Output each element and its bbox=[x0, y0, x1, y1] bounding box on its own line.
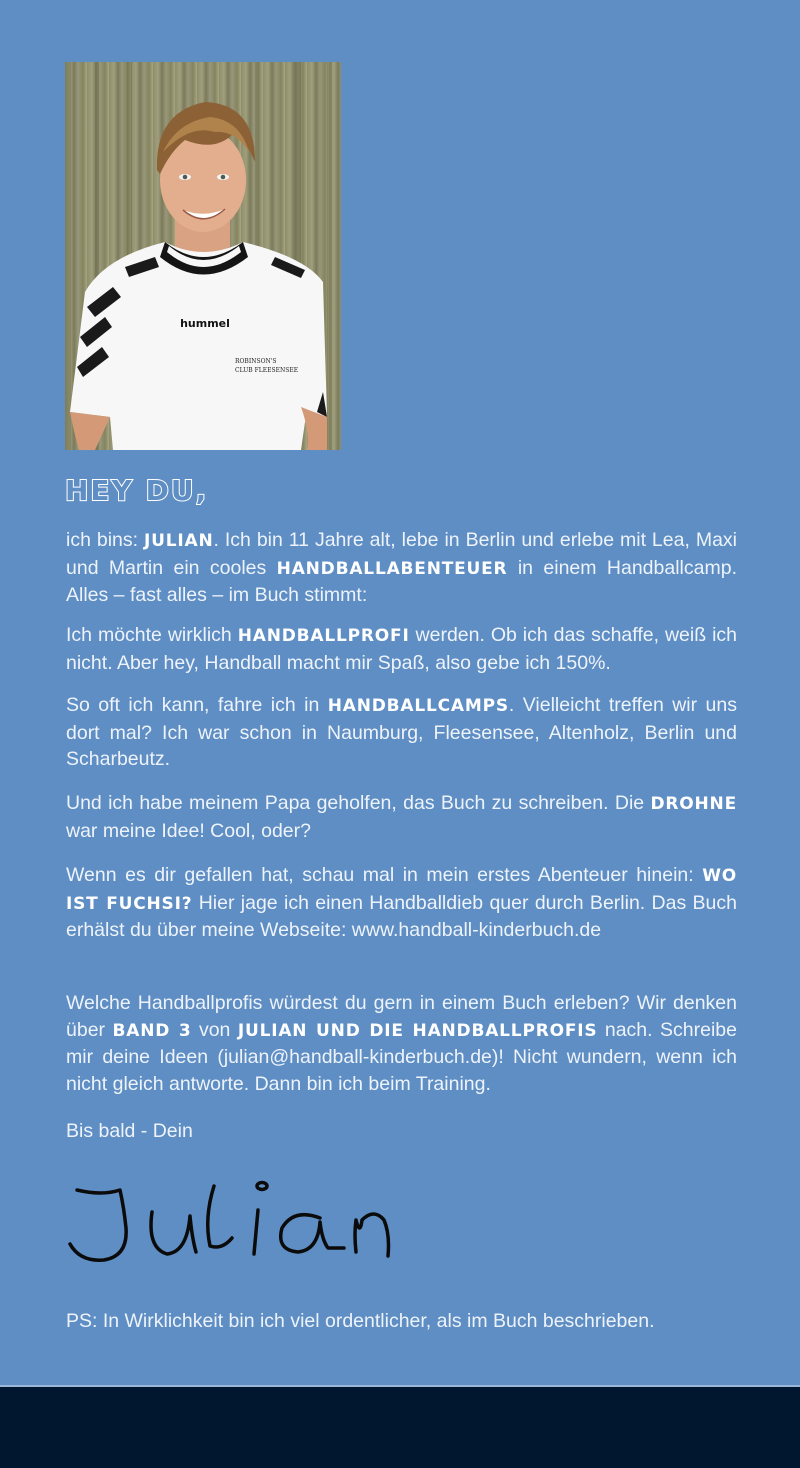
highlight-series-title: JULIAN UND DIE HANDBALLPROFIS bbox=[237, 1020, 598, 1041]
ideas-paragraph bbox=[66, 990, 737, 1097]
intro-paragraph bbox=[66, 527, 737, 609]
highlight-adventure: HANDBALLABENTEUER bbox=[276, 558, 508, 579]
highlight-band-3: BAND 3 bbox=[112, 1020, 192, 1041]
highlight-drohne: DROHNE bbox=[650, 794, 737, 814]
text-segment: von bbox=[191, 1018, 238, 1041]
text-segment: Welche Handballprofis würdest du gern in einem Buch erleben? Wir denken über bbox=[66, 992, 737, 1041]
handwritten-signature bbox=[62, 1168, 392, 1268]
footer-band bbox=[0, 1387, 800, 1468]
website-link[interactable]: www.handball-kinderbuch.de bbox=[351, 919, 602, 941]
text-segment: Und ich habe meinem Papa geholfen, das Buch zu schreiben. Die bbox=[66, 792, 651, 814]
svg-text:CLUB FLEESENSEE: CLUB FLEESENSEE bbox=[235, 367, 299, 374]
text-segment: ich bins: bbox=[66, 529, 145, 551]
postscript: PS: In Wirklichkeit bin ich viel ordentlicher, als im Buch beschrieben. bbox=[66, 1310, 655, 1332]
text-segment: )! Nicht wundern, wenn ich nicht gleich antworte. Dann bin ich beim Training. bbox=[66, 1046, 737, 1095]
highlight-name: JULIAN bbox=[144, 531, 214, 551]
text-segment: in einem Handballcamp. Alles – fast alles – im Buch stimmt: bbox=[66, 556, 737, 606]
text-segment: . Vielleicht treffen wir uns dort mal? Ich war schon in Naumburg, Fleesensee, Altenholz, Berlin und Scharbeutz. bbox=[66, 694, 737, 770]
text-segment: So oft ich kann, fahre ich in bbox=[66, 694, 328, 716]
highlight-handballprofi: HANDBALLPROFI bbox=[237, 626, 410, 646]
text-segment: Wenn es dir gefallen hat, schau mal in mein erstes Abenteuer hinein: bbox=[66, 864, 703, 886]
email-link[interactable]: julian@handball-kinderbuch.de bbox=[223, 1046, 492, 1068]
drone-paragraph bbox=[66, 790, 737, 844]
text-segment: Ich möchte wirklich bbox=[66, 624, 238, 646]
highlight-handballcamps: HANDBALLCAMPS bbox=[327, 696, 509, 716]
camps-paragraph bbox=[66, 692, 737, 773]
jersey-brand: hummel bbox=[180, 317, 230, 330]
first-book-paragraph bbox=[66, 862, 737, 944]
greeting-heading: HEY DU, bbox=[65, 474, 209, 507]
goal-paragraph bbox=[66, 622, 737, 676]
text-segment: Hier jage ich einen Handballdieb quer durch Berlin. Das Buch erhälst du über meine Webseite: bbox=[66, 891, 738, 941]
highlight-book-title: WO IST FUCHSI? bbox=[66, 866, 737, 914]
svg-text:ROBINSON'S: ROBINSON'S bbox=[235, 358, 277, 365]
portrait-photo bbox=[65, 62, 341, 450]
text-segment: werden. Ob ich das schaffe, weiß ich nicht. Aber hey, Handball macht mir Spaß, also gebe ich 150%. bbox=[66, 624, 737, 674]
text-segment: . Ich bin 11 Jahre alt, lebe in Berlin und erlebe mit Lea, Maxi und Martin ein cooles bbox=[66, 529, 737, 579]
text-segment: war meine Idee! Cool, oder? bbox=[66, 819, 311, 842]
closing-line: Bis bald - Dein bbox=[66, 1120, 193, 1142]
text-segment: nach. Schreibe mir deine Ideen ( bbox=[66, 1018, 737, 1068]
